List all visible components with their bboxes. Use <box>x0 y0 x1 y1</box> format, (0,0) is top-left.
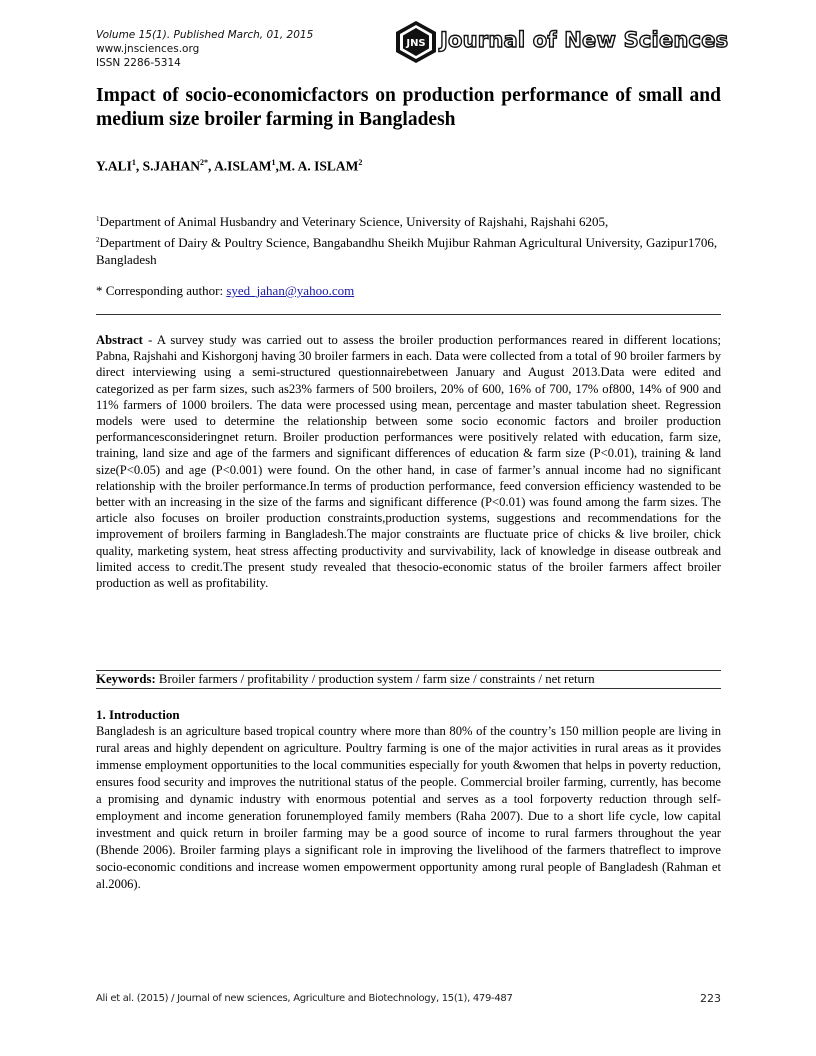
affiliation-1: $^1$Department of Animal Husbandry and Veterinary Science, University of Rajshahi, Rajshahi 6205, <box>96 214 609 229</box>
affiliation-2: $^2$Department of Dairy & Poultry Science, Bangabandhu Sheikh Mujibur Rahman Agricultural University, Gazipur1706, Bangladesh <box>96 235 718 267</box>
page-number: 223 <box>700 992 721 1005</box>
paper-title: Impact of socio-economicfactors on production performance of small and medium size broiler farming in Bangladesh <box>96 85 721 130</box>
introduction-text: Bangladesh is an agriculture based tropical country where more than 80% of the country’s 150 million people are living in rural areas and highly dependent on agriculture. Poultry farming is one of the major activities in rural areas as it provides immense employment opportunities to the local communities especially for youth &women that helps in poverty reduction, ensures food security and improves the nutritional status of the people. Commercial broiler farming, currently, has become a promising and dynamic industry with enormous potential and serves as a tool forpoverty reduction through self-employment and income generation forunemployed family members (Raha 2007). Due to a short life cycle, low capital investment and quick return in broiler farming may be a good source of income to rural farmers throughout the year (Bhende 2006). Broiler farming plays a significant role in improving the livelihood of the farmers thatreflect to improve socio-economic conditions and increase women empowerment opportunity among rural people of Bangladesh (Rahman et al.2006). <box>96 724 721 891</box>
author: M. A. ISLAM <box>278 158 359 174</box>
footer-citation: Ali et al. (2015) / Journal of new sciences, Agriculture and Biotechnology, 15(1), 479-487 <box>96 993 513 1004</box>
website-line: www.jnsciences.org <box>96 43 200 55</box>
journal-logo <box>390 20 729 64</box>
volume-line: Volume 15(1). Published March, 01, 2015 <box>96 29 314 41</box>
keywords <box>96 671 721 687</box>
divider <box>96 688 721 689</box>
abstract-label: Abstract <box>96 333 143 347</box>
author: A.ISLAM <box>214 158 272 174</box>
issn-line: ISSN 2286-5314 <box>96 57 181 69</box>
divider <box>96 314 721 315</box>
author-list: Y.ALI$^1$, $S.JAHAN^{2*}$, A.ISLAM$^1$,M. A. ISLAM$^2$ <box>96 158 363 174</box>
section-heading: 1. Introduction <box>96 707 180 722</box>
keywords-label: Keywords: <box>96 672 156 686</box>
jns-badge-icon <box>394 20 438 64</box>
abstract <box>96 332 721 591</box>
journal-name: Journal of New Sciences <box>440 28 729 52</box>
journal-meta <box>96 28 313 70</box>
keywords-text: Broiler farmers / profitability / production system / farm size / constraints / net return <box>155 672 595 686</box>
author: Y.ALI <box>96 158 132 174</box>
badge-text: JNS <box>406 38 426 49</box>
corresponding-author: * Corresponding author: syed_jahan@yahoo.com <box>96 283 355 298</box>
abstract-text: - A survey study was carried out to assess the broiler production performances reared in different locations; Pabna, Rajshahi and Kishorgonj having 30 broiler farmers in each. Data were collected from a total of 90 broiler farmers by direct interviewing using a semi-structured questionnairebetween January and August 2013.Data were edited and categorized as per farm sizes, such as23% farmers of 500 broilers, 20% of 600, 16% of 700, 17% of800, 14% of 900 and 11% farmers of 1000 broilers. The data were processed using mean, percentage and master tabulation sheet. Regression models were used to determine the relationship between some socio economic factors and broiler production performancesconsideringnet return. Broiler production performances were positively related with education, farm size, training, land size and age of the farmers and significant differences of education & farm size (P<0.01), training & land size(P<0.05) and age (P<0.001) were found. On the other hand, in case of farmer’s annual income had no significant relationship with the broiler performance.In terms of production performance, feed conversion efficiency wastended to be better with an increasing in the size of the farms and significant difference (P<0.01) was found among the farm sizes. The article also focuses on broiler production constraints,production systems, suggestions and recommendations for the improvement of broilers farming in Bangladesh.The major constraints are fluctuate price of chicks & live broiler, chick quality, marketing system, heat stress affecting productivity and survivability, lack of knowledge in disease outbreak and limited access to credit.The present study revealed that thesocio-economic status of the broiler farmers affect broiler production as well as profitability. <box>96 333 721 591</box>
author: S.JAHAN <box>142 158 201 174</box>
corresponding-email-link[interactable]: syed_jahan@yahoo.com <box>226 283 355 298</box>
